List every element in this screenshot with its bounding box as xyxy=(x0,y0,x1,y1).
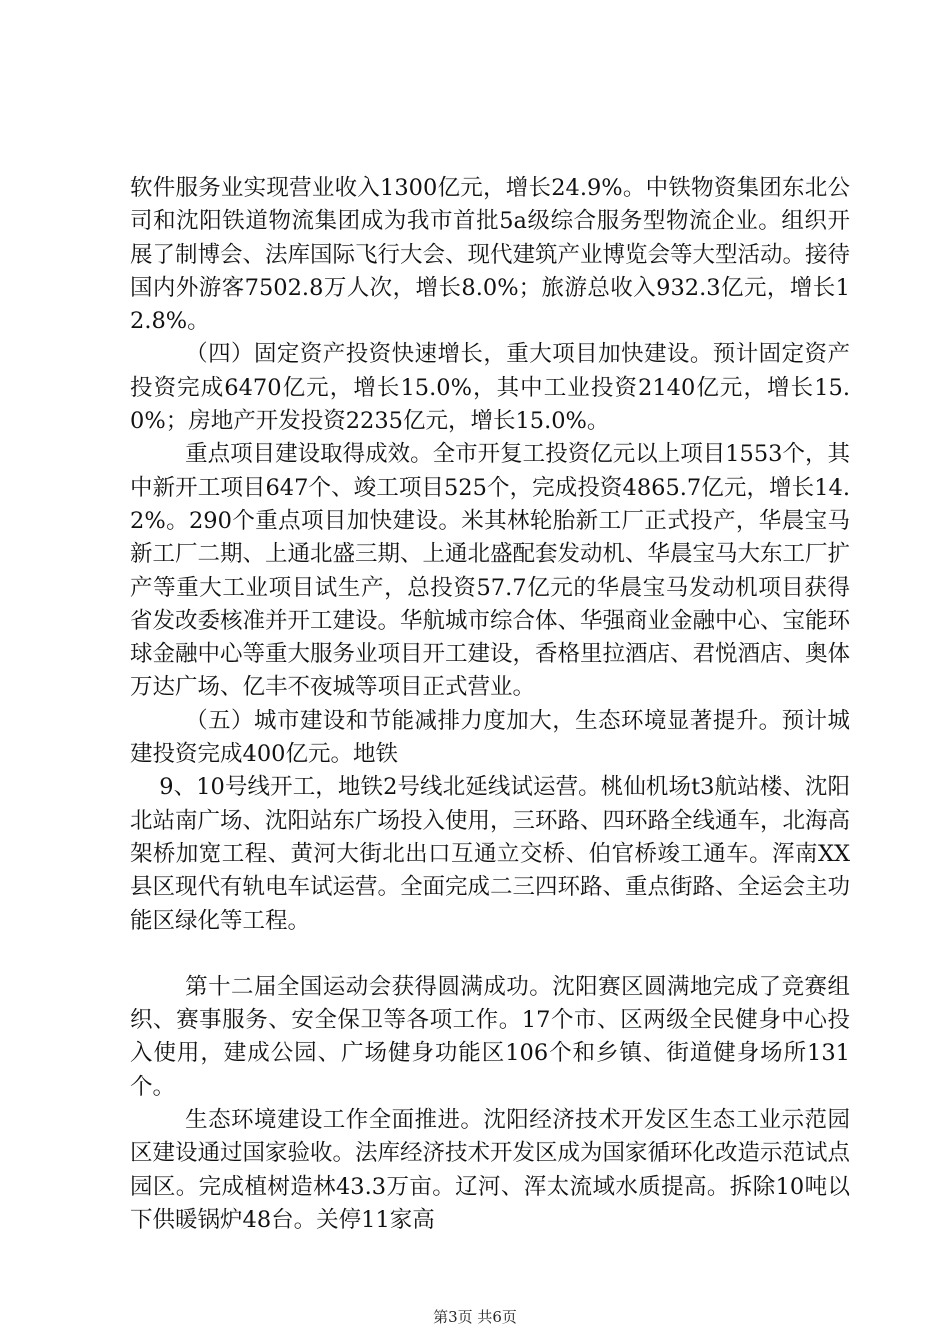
paragraph-ecological-environment: 生态环境建设工作全面推进。沈阳经济技术开发区生态工业示范园区建设通过国家验收。法库经济技术开发区成为国家循环化改造示范试点园区。完成植树造林43.3万亩。辽河、浑太流域水质提高。拆除10吨以下供暖锅炉48台。关停11家高 xyxy=(130,1107,851,1233)
document-body xyxy=(130,172,850,1237)
paragraph-national-games: 第十二届全国运动会获得圆满成功。沈阳赛区圆满地完成了竞赛组织、赛事服务、安全保卫等各项工作。17个市、区两级全民健身中心投入使用，建成公园、广场健身功能区106个和乡镇、街道健身场所131个。 xyxy=(130,973,850,1100)
paragraph-urban-construction: （五）城市建设和节能减排力度加大，生态环境显著提升。预计城建投资完成400亿元。地铁 xyxy=(130,707,850,768)
paragraph-key-projects: 重点项目建设取得成效。全市开复工投资亿元以上项目1553个，其中新开工项目647个、竣工项目525个，完成投资4865.7亿元，增长14.2%。290个重点项目加快建设。米其林轮胎新工厂正式投产，华晨宝马新工厂二期、上通北盛三期、上通北盛配套发动机、华晨宝马大东工厂扩产等重大工业项目试生产，总投资57.7亿元的华晨宝马发动机项目获得省发改委核准并开工建设。华航城市综合体、华强商业金融中心、宝能环球金融中心等重大服务业项目开工建设，香格里拉酒店、君悦酒店、奥体万达广场、亿丰不夜城等项目正式营业。 xyxy=(130,441,851,701)
page-number-footer: 第3页 共6页 xyxy=(433,1308,517,1326)
paragraph-spacer xyxy=(130,938,850,971)
paragraph-fixed-asset-investment: （四）固定资产投资快速增长，重大项目加快建设。预计固定资产投资完成6470亿元，增长15.0%，其中工业投资2140亿元，增长15.0%；房地产开发投资2235亿元，增长15.0%。 xyxy=(130,341,850,435)
paragraph-software-logistics-tourism: 软件服务业实现营业收入1300亿元，增长24.9%。中铁物资集团东北公司和沈阳铁道物流集团成为我市首批5a级综合服务型物流企业。组织开展了制博会、法库国际飞行大会、现代建筑产业博览会等大型活动。接待国内外游客7502.8万人次，增长8.0%；旅游总收入932.3亿元，增长12.8%。 xyxy=(130,175,851,335)
paragraph-metro-transport: 9、10号线开工，地铁2号线北延线试运营。桃仙机场t3航站楼、沈阳北站南广场、沈阳站东广场投入使用，三环路、四环路全线通车，北海高架桥加宽工程、黄河大街北出口互通立交桥、伯官桥竣工通车。浑南XX县区现代有轨电车试运营。全面完成二三四环路、重点街路、全运会主功能区绿化等工程。 xyxy=(130,774,851,934)
